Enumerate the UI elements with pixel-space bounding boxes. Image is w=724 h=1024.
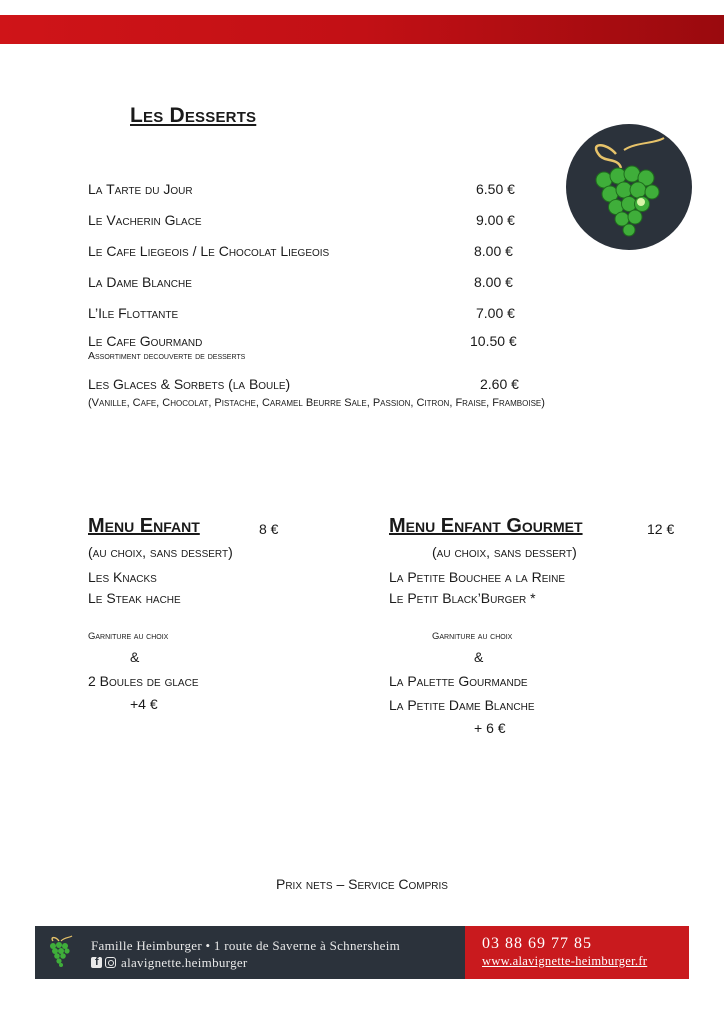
dessert-note: (Vanille, Cafe, Chocolat, Pistache, Caramel Beurre Sale, Passion, Citron, Fraise, Framboise) [88,397,545,409]
menu-gourmet-price: 12 € [647,521,675,537]
menu-enfant-and: & [130,649,140,665]
menu-gourmet-choice: (au choix, sans dessert) [432,544,577,560]
menu-enfant-price: 8 € [259,521,279,537]
menu-gourmet-extra: La Petite Dame Blanche [389,697,535,713]
dessert-price: 8.00 € [474,274,513,290]
dessert-name: Le Vacherin Glace [88,212,202,228]
menu-enfant-item: Le Steak hache [88,590,181,606]
menu-gourmet-extra-price: + 6 € [474,720,506,736]
dessert-price: 2.60 € [480,376,519,392]
menu-enfant-title: Menu Enfant [88,515,200,537]
dessert-name: Le Cafe Liegeois / Le Chocolat Liegeois [88,243,330,259]
dessert-price: 6.50 € [476,181,515,197]
dessert-name: Les Glaces & Sorbets (la Boule) [88,376,291,392]
footer-social-handle[interactable]: alavignette.heimburger [121,955,248,970]
dessert-name: Le Cafe Gourmand [88,333,203,349]
footer-banner [35,926,689,979]
footer-contact-panel [465,926,689,979]
dessert-name: La Tarte du Jour [88,181,193,197]
dessert-price: 9.00 € [476,212,515,228]
menu-enfant-extra-price: +4 € [130,696,158,712]
footer-address: Famille Heimburger • 1 route de Saverne à Schnersheim [91,938,401,953]
dessert-price: 10.50 € [470,333,517,349]
menu-enfant-garniture: Garniture au choix [88,631,169,642]
menu-gourmet-title: Menu Enfant Gourmet [389,515,583,537]
footer-phone[interactable]: 03 88 69 77 85 [482,935,592,952]
grape-icon [47,935,73,969]
footer-website-link[interactable]: www.alavignette-heimburger.fr [482,954,648,968]
page-title: Les Desserts [130,104,257,127]
menu-gourmet-item: Le Petit Black’Burger * [389,590,536,606]
dessert-price: 7.00 € [476,305,515,321]
instagram-icon[interactable] [105,957,116,968]
prix-nets-note: Prix nets – Service Compris [276,876,448,892]
dessert-price: 8.00 € [474,243,513,259]
dessert-note: Assortiment decouverte de desserts [88,350,246,362]
menu-enfant-item: Les Knacks [88,569,157,585]
facebook-icon[interactable]: f [91,957,102,968]
menu-gourmet-extra: La Palette Gourmande [389,673,528,689]
top-red-bar [0,15,724,44]
menu-enfant-choice: (au choix, sans dessert) [88,544,233,560]
dessert-name: L’Ile Flottante [88,305,179,321]
menu-gourmet-and: & [474,649,484,665]
grape-logo [566,124,692,250]
menu-gourmet-garniture: Garniture au choix [432,631,513,642]
dessert-name: La Dame Blanche [88,274,192,290]
menu-enfant-extra: 2 Boules de glace [88,673,199,689]
grape-icon [566,124,692,250]
footer-info-panel [35,926,465,979]
menu-gourmet-item: La Petite Bouchee a la Reine [389,569,566,585]
